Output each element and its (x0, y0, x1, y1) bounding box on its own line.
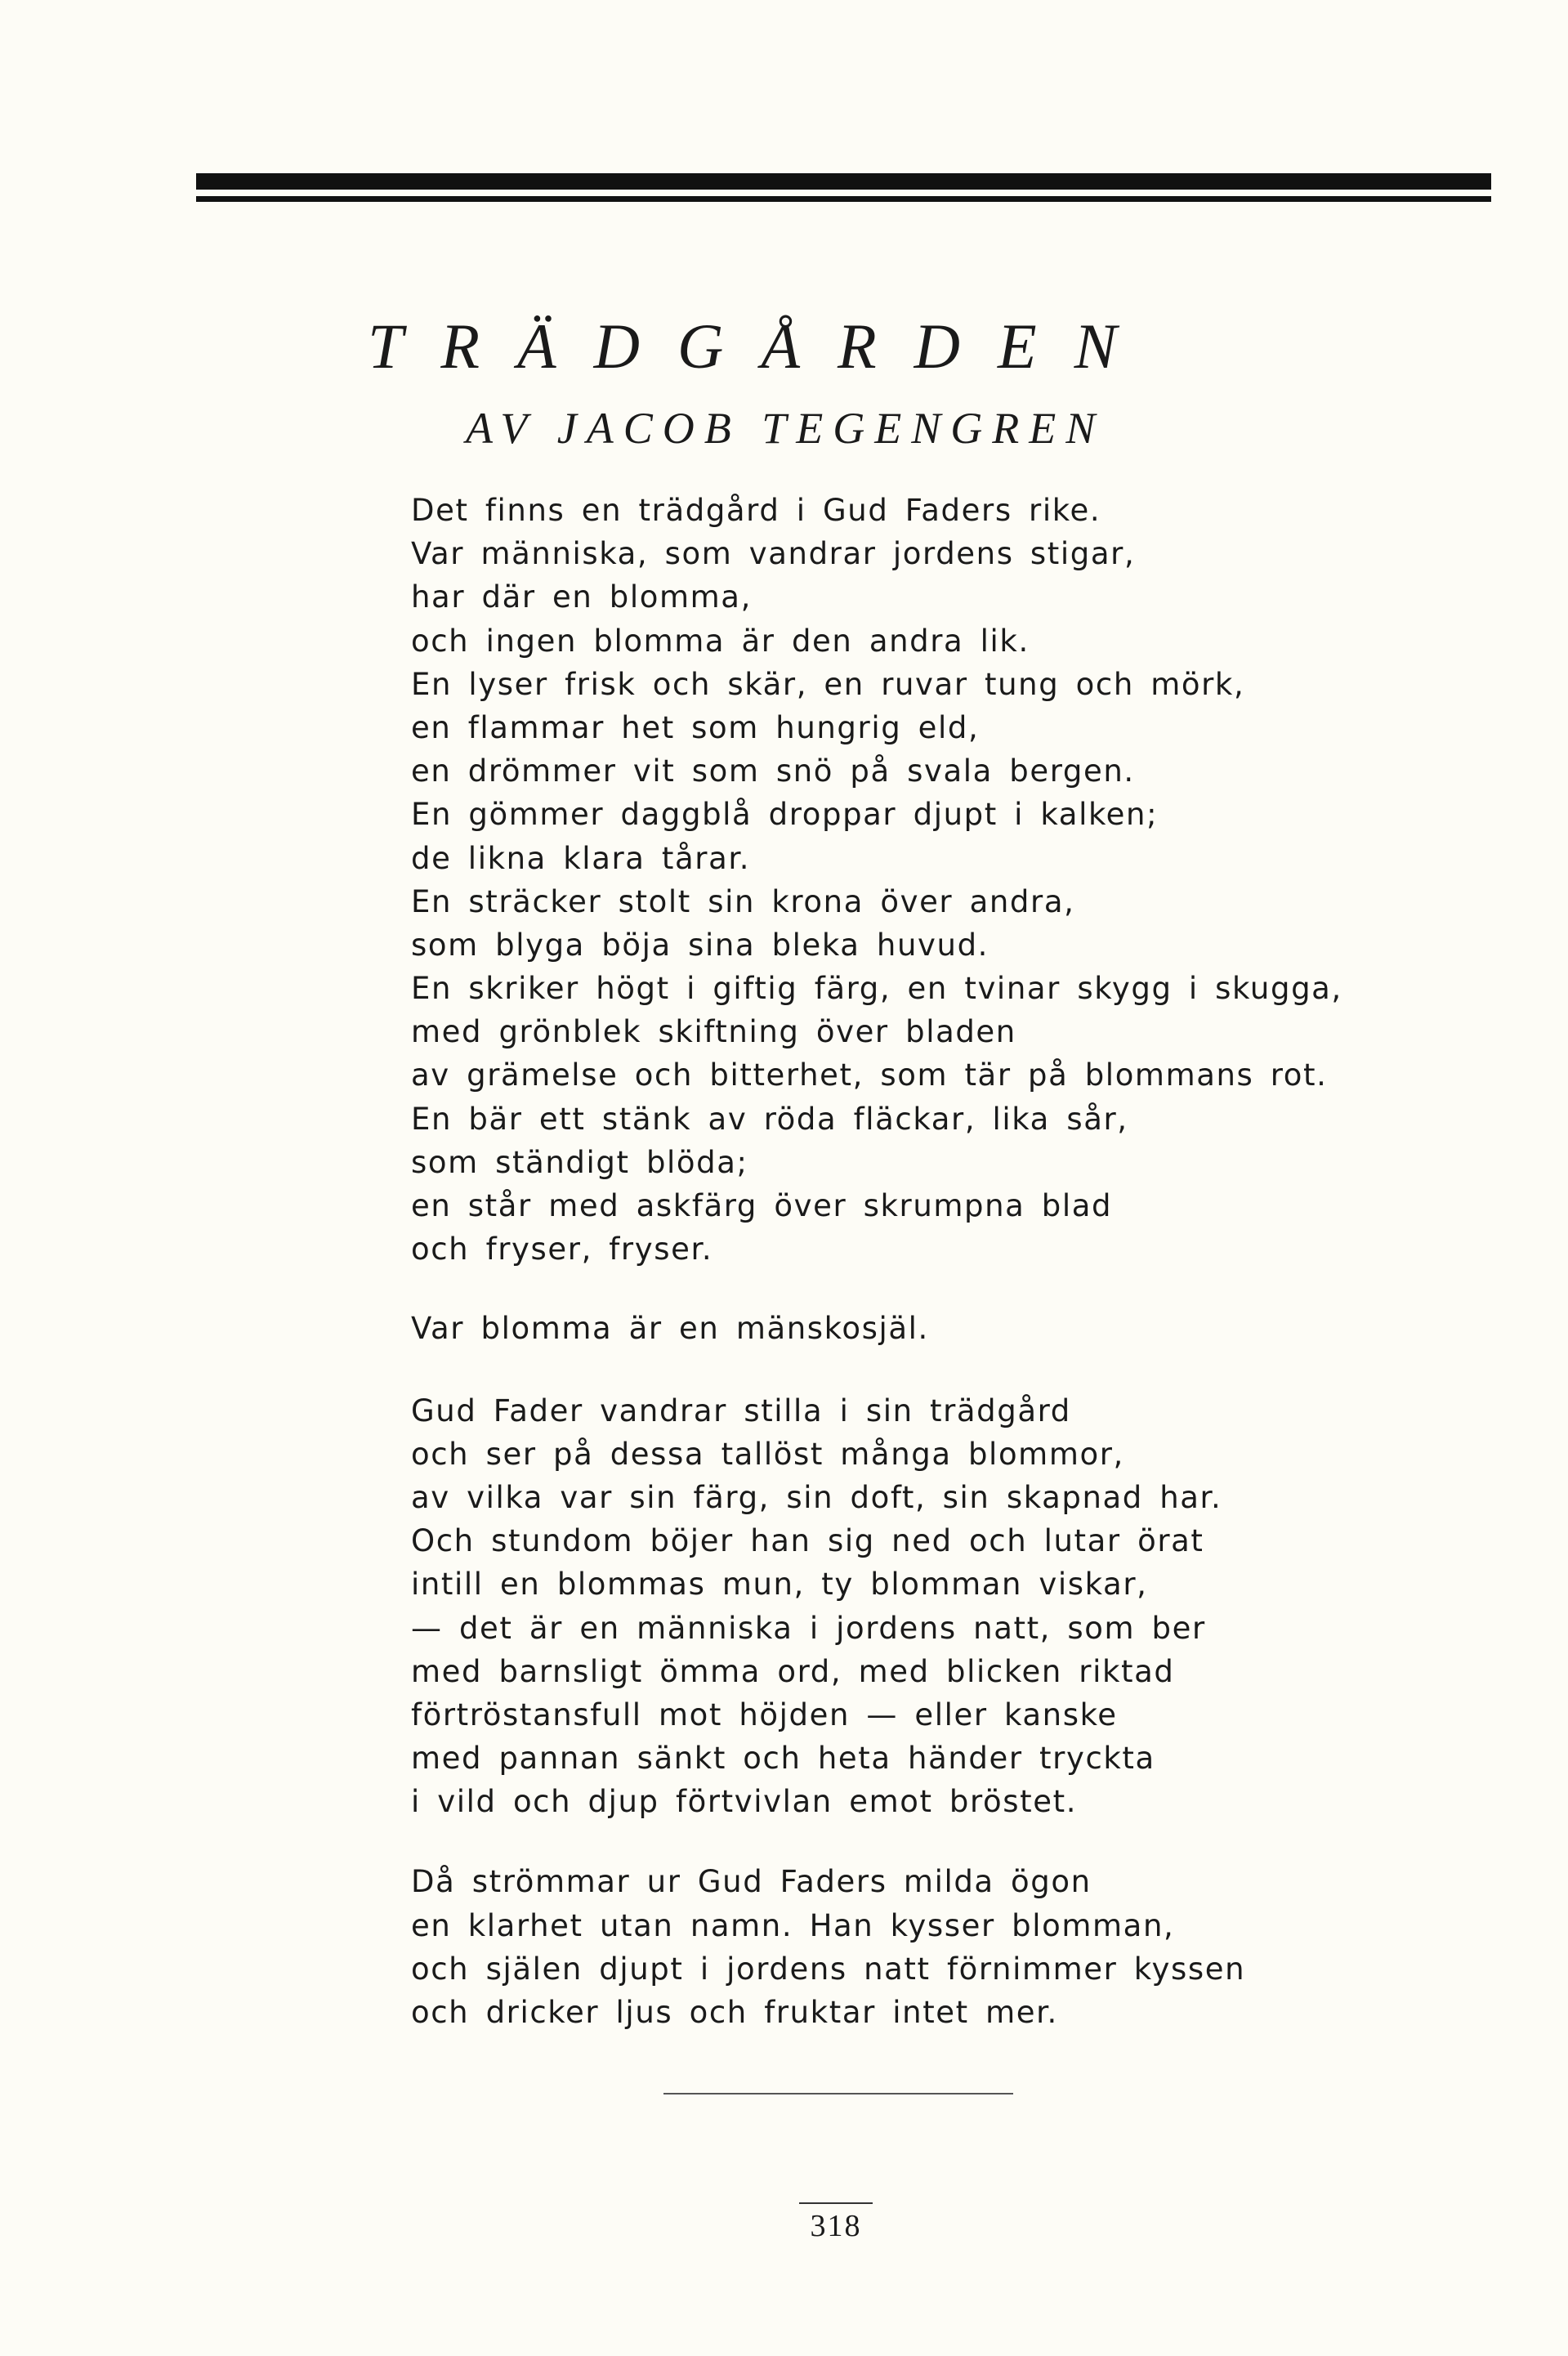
stanza-3 (411, 1389, 1498, 1824)
poem-line: i vild och djup förtvivlan emot bröstet. (411, 1784, 1078, 1820)
poem-line: en drömmer vit som snö på svala bergen. (411, 753, 1135, 789)
poem-line: En lyser frisk och skär, en ruvar tung och mörk, (411, 666, 1245, 702)
poem-line: som ständigt blöda; (411, 1144, 748, 1180)
poem-line: En gömmer daggblå droppar djupt i kalken; (411, 797, 1159, 833)
page-number: 318 (799, 2202, 873, 2242)
stanza-4 (411, 1860, 1498, 2034)
stanza-break (411, 1351, 1498, 1389)
poem-line: och själen djupt i jordens natt förnimmer kyssen (411, 1951, 1246, 1987)
poem-line: en klarhet utan namn. Han kysser blomman, (411, 1907, 1175, 1943)
poem-line: En sträcker stolt sin krona över andra, (411, 883, 1075, 919)
poem-line: en flammar het som hungrig eld, (411, 709, 980, 745)
poem-line: och dricker ljus och fruktar intet mer. (411, 1995, 1058, 2030)
poem-line: Var blomma är en mänskosjäl. (411, 1311, 929, 1347)
header-rule-thin (196, 196, 1491, 202)
poem-line: och fryser, fryser. (411, 1232, 713, 1267)
poem-line: en står med askfärg över skrumpna blad (411, 1188, 1113, 1223)
poem-line: intill en blommas mun, ty blomman viskar, (411, 1567, 1148, 1603)
poem-line: Gud Fader vandrar stilla i sin trädgård (411, 1393, 1071, 1428)
poem-line: med grönblek skiftning över bladen (411, 1014, 1016, 1050)
poem-line: och ingen blomma är den andra lik. (411, 623, 1030, 659)
closing-rule (663, 2093, 1013, 2094)
poem-line: de likna klara tårar. (411, 840, 751, 876)
poem-line: — det är en människa i jordens natt, som ber (411, 1610, 1206, 1646)
stanza-2 (411, 1307, 1498, 1350)
poem-line: En bär ett stänk av röda fläckar, lika sår, (411, 1101, 1128, 1137)
poem-line: med pannan sänkt och heta händer tryckta (411, 1741, 1155, 1777)
poem-line: har där en blomma, (411, 579, 752, 615)
poem-line: Och stundom böjer han sig ned och lutar örat (411, 1523, 1204, 1559)
stanza-1 (411, 489, 1498, 1271)
poem-line: som blyga böja sina bleka huvud. (411, 927, 989, 963)
stanza-break (411, 1271, 1498, 1307)
poem-line: av grämelse och bitterhet, som tär på blommans rot. (411, 1057, 1328, 1093)
poem-line: En skriker högt i giftig färg, en tvinar skygg i skugga, (411, 971, 1342, 1007)
poem-line: Var människa, som vandrar jordens stigar, (411, 536, 1136, 572)
poem-line: och ser på dessa tallöst många blommor, (411, 1436, 1124, 1472)
poem-line: Då strömmar ur Gud Faders milda ögon (411, 1864, 1092, 1900)
header-rule-thick (196, 173, 1491, 190)
author-byline: AV JACOB TEGENGREN (466, 404, 1106, 453)
poem-line: med barnsligt ömma ord, med blicken riktad (411, 1653, 1175, 1689)
poem-line: förtröstansfull mot höjden — eller kanske (411, 1697, 1118, 1732)
stanza-break (411, 1823, 1498, 1860)
poem-line: av vilka var sin färg, sin doft, sin skapnad har. (411, 1479, 1222, 1515)
poem-line: Det finns en trädgård i Gud Faders rike. (411, 493, 1101, 528)
poem-body (411, 489, 1498, 2034)
poem-title: TRÄDGÅRDEN (368, 311, 1155, 382)
